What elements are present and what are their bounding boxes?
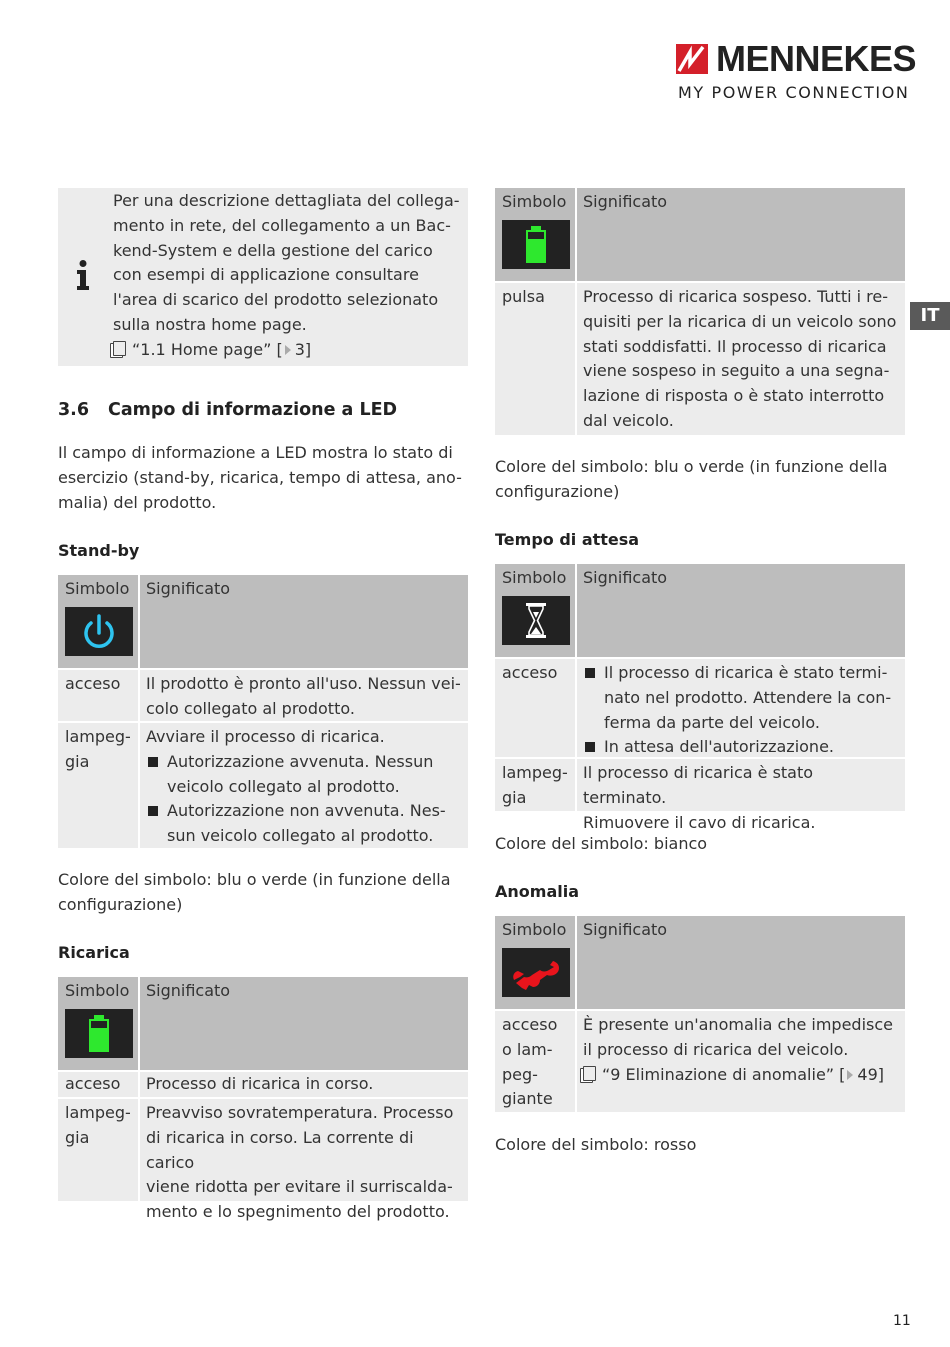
wrench-icon <box>502 948 570 997</box>
pausa-color-note: Colore del simbolo: blu o verde (in funzione della configurazione) <box>495 457 888 501</box>
list-item: Autorizzazione non avvenuta. Nes- sun veicolo collegato al prodotto. <box>146 799 464 849</box>
info-reference-link[interactable]: “1.1 Home page” [ 3] <box>113 338 463 363</box>
book-icon <box>113 341 126 356</box>
pausa-table <box>495 188 905 435</box>
attesa-heading: Tempo di attesa <box>495 530 640 549</box>
anomalia-heading: Anomalia <box>495 882 579 901</box>
info-icon <box>76 260 90 290</box>
table-header-row: Simbolo Significato <box>495 564 905 657</box>
list-item: In attesa dell'autorizzazione. <box>583 735 901 760</box>
ricarica-symbol <box>65 1009 133 1058</box>
power-icon <box>65 607 133 656</box>
table-header-row: Simbolo Significato <box>495 916 905 1009</box>
anomalia-reference-link[interactable]: “9 Eliminazione di anomalie” [ 49] <box>583 1063 901 1088</box>
table-row: lampeg- gia Avviare il processo di ricarica. Autorizzazione avvenuta. Nessun veicolo collegato al prodotto. Autorizzazione non avvenuta. Nes- sun veicolo collegato al prodotto. <box>58 723 468 848</box>
attesa-symbol <box>502 596 570 645</box>
info-text: Per una descrizione dettagliata del collega- mento in rete, del collegamento a un Bac- kend-System e della gestione del carico con esempi di applicazione consultare l'area di scarico del prodotto selezionato sulla nostra home page. “1.1 Home page” [ 3] <box>113 189 463 363</box>
brand-tagline: MY POWER CONNECTION <box>678 83 910 102</box>
battery-icon <box>502 220 570 269</box>
ricarica-heading: Ricarica <box>58 943 130 962</box>
book-icon <box>583 1066 596 1081</box>
list-item: Autorizzazione avvenuta. Nessun veicolo collegato al prodotto. <box>146 750 464 800</box>
table-row: acceso o lam- peg- giante È presente un'anomalia che impedisce il processo di ricarica del veicolo. “9 Eliminazione di anomalie” [ 49] <box>495 1011 905 1112</box>
mennekes-logo-icon <box>676 44 708 74</box>
hourglass-icon <box>502 596 570 645</box>
attesa-color-note: Colore del simbolo: bianco <box>495 834 708 853</box>
anomalia-symbol <box>502 948 570 997</box>
table-row: lampeg- gia Il processo di ricarica è stato terminato. Rimuovere il cavo di ricarica. <box>495 759 905 811</box>
arrow-icon <box>285 345 291 355</box>
arrow-icon <box>847 1070 853 1080</box>
battery-icon <box>65 1009 133 1058</box>
attesa-table <box>495 564 905 832</box>
standby-table <box>58 575 468 848</box>
table-row: lampeg- gia Preavviso sovratemperatura. Processo di ricarica in corso. La corrente di carico viene ridotta per evitare il surriscalda- mento e lo spegnimento del prodotto. <box>58 1099 468 1201</box>
language-tab[interactable]: IT <box>910 302 950 330</box>
brand-name: MENNEKES <box>716 38 917 79</box>
table-header-row: Simbolo Significato <box>495 188 905 281</box>
standby-color-note: Colore del simbolo: blu o verde (in funzione della configurazione) <box>58 870 451 914</box>
table-header-row: Simbolo Significato <box>58 575 468 668</box>
ricarica-table <box>58 977 468 1222</box>
standby-heading: Stand-by <box>58 541 140 560</box>
pausa-symbol <box>502 220 570 269</box>
anomalia-table <box>495 916 905 1112</box>
list-item: Il processo di ricarica è stato termi- nato nel prodotto. Attendere la con- ferma da parte del veicolo. <box>583 661 901 735</box>
anomalia-color-note: Colore del simbolo: rosso <box>495 1135 697 1154</box>
table-row: acceso Il prodotto è pronto all'uso. Nessun vei- colo collegato al prodotto. <box>58 670 468 721</box>
table-header-row: Simbolo Significato <box>58 977 468 1070</box>
table-row: acceso Il processo di ricarica è stato termi- nato nel prodotto. Attendere la con- ferma da parte del veicolo. In attesa dell'autorizzazione. <box>495 659 905 757</box>
page-number: 11 <box>893 1313 911 1329</box>
standby-symbol <box>65 607 133 656</box>
table-row: pulsa Processo di ricarica sospeso. Tutti i re- quisiti per la ricarica di un veicolo sono stati soddisfatti. Il processo di ricarica viene sospeso in seguito a una segna- lazione di risposta o è stato interrotto dal veicolo. <box>495 283 905 435</box>
section-intro: Il campo di informazione a LED mostra lo stato di esercizio (stand-by, ricarica, tempo di attesa, ano- malia) del prodotto. <box>58 443 462 512</box>
info-box <box>58 188 468 366</box>
section-heading: 3.6 Campo di informazione a LED <box>58 400 398 420</box>
table-row: acceso Processo di ricarica in corso. <box>58 1072 468 1097</box>
